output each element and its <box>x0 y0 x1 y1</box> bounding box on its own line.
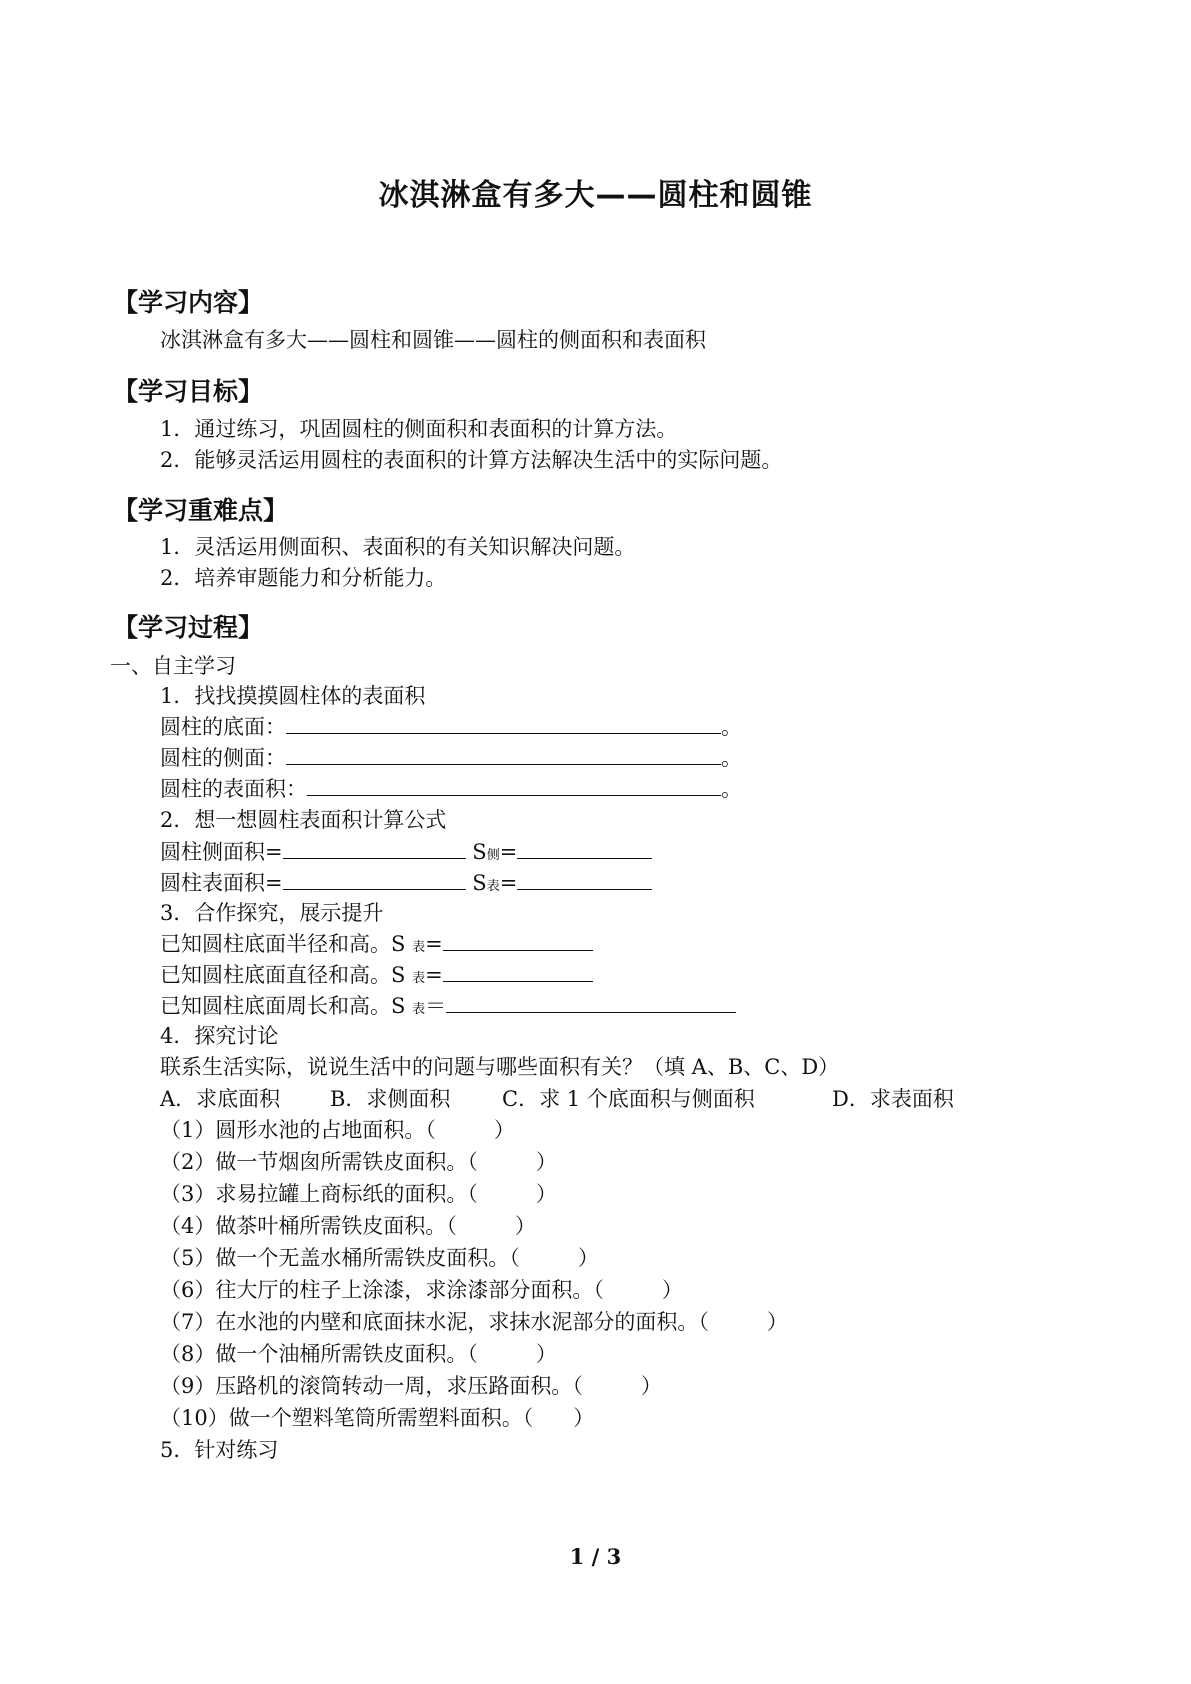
close-paren: ） <box>661 1278 683 1302</box>
difficulty-item-1: 1．灵活运用侧面积、表面积的有关知识解决问题。 <box>160 535 636 559</box>
page-number: 1 / 3 <box>569 1544 622 1569</box>
q1-bottom-label: 圆柱的底面： <box>160 715 286 739</box>
option-d: D．求表面积 <box>832 1087 954 1111</box>
close-paren: ） <box>535 1342 557 1366</box>
close-paren: ） <box>493 1118 515 1142</box>
q3-a-blank[interactable] <box>443 930 593 951</box>
section-heading-difficulty: 【学习重难点】 <box>113 496 289 525</box>
sub-surface: 表 <box>412 971 426 986</box>
q2-s-side-blank[interactable] <box>517 838 652 859</box>
q3-c-label: 已知圆柱底面周长和高。 <box>160 994 391 1018</box>
q1-surface-period: 。 <box>721 777 742 801</box>
goal-item-1: 1．通过练习，巩固圆柱的侧面积和表面积的计算方法。 <box>160 417 678 441</box>
q3-b-blank[interactable] <box>443 961 593 982</box>
q3-title: 3．合作探究，展示提升 <box>160 901 384 925</box>
close-paren: ） <box>640 1374 662 1398</box>
q4-item-2 <box>160 1148 557 1176</box>
content-text: 冰淇淋盒有多大——圆柱和圆锥——圆柱的侧面积和表面积 <box>160 328 706 352</box>
item-text: （2）做一节烟囱所需铁皮面积。（ <box>160 1150 478 1174</box>
sub-surface: 表 <box>412 1002 426 1017</box>
q3-b-label: 已知圆柱底面直径和高。 <box>160 963 391 987</box>
q4-item-10 <box>160 1404 594 1432</box>
item-text: （10）做一个塑料笔筒所需塑料面积。（ <box>160 1406 534 1430</box>
close-paren: ） <box>573 1406 595 1430</box>
q4-item-6 <box>160 1276 683 1304</box>
q4-item-4 <box>160 1212 536 1240</box>
q3-line-c <box>160 992 736 1024</box>
item-text: （6）往大厅的柱子上涂漆，求涂漆部分面积。（ <box>160 1278 604 1302</box>
q2-surface-line <box>160 869 652 901</box>
item-text: （1）圆形水池的占地面积。（ <box>160 1118 436 1142</box>
q3-line-b <box>160 961 593 993</box>
item-text: （5）做一个无盖水桶所需铁皮面积。（ <box>160 1246 520 1270</box>
item-text: （4）做茶叶桶所需铁皮面积。（ <box>160 1214 457 1238</box>
q1-side-line <box>160 744 742 772</box>
item-text: （9）压路机的滚筒转动一周，求压路面积。（ <box>160 1374 583 1398</box>
sub-surface: 表 <box>412 940 426 955</box>
s-letter: S <box>391 963 406 987</box>
s-letter: S <box>472 840 487 864</box>
q2-surface-label: 圆柱表面积= <box>160 871 283 895</box>
close-paren: ） <box>535 1150 557 1174</box>
s-letter: S <box>391 932 406 956</box>
q1-bottom-blank[interactable] <box>286 713 721 734</box>
q1-side-blank[interactable] <box>286 744 721 765</box>
q4-item-9 <box>160 1372 662 1400</box>
eq-sign: = <box>425 932 443 956</box>
sub-side: 侧 <box>486 848 500 863</box>
q4-item-5 <box>160 1244 599 1272</box>
q4-prompt: 联系生活实际，说说生活中的问题与哪些面积有关？（填 A、B、C、D） <box>160 1055 840 1079</box>
q1-side-period: 。 <box>721 746 742 770</box>
s-letter: S <box>472 871 487 895</box>
item-text: （7）在水池的内壁和底面抹水泥，求抹水泥部分的面积。（ <box>160 1310 709 1334</box>
close-paren: ） <box>514 1214 536 1238</box>
difficulty-item-2: 2．培养审题能力和分析能力。 <box>160 566 447 590</box>
q4-item-7 <box>160 1308 788 1336</box>
q1-surface-line <box>160 775 742 803</box>
q2-side-blank[interactable] <box>283 838 466 859</box>
q1-surface-label: 圆柱的表面积： <box>160 777 307 801</box>
q5-title: 5．针对练习 <box>160 1438 279 1462</box>
goal-item-2: 2．能够灵活运用圆柱的表面积的计算方法解决生活中的实际问题。 <box>160 448 783 472</box>
close-paren: ） <box>535 1182 557 1206</box>
option-a: A．求底面积 <box>160 1087 281 1111</box>
q4-item-1 <box>160 1116 515 1144</box>
document-title: 冰淇淋盒有多大——圆柱和圆锥 <box>378 178 813 213</box>
q1-side-label: 圆柱的侧面： <box>160 746 286 770</box>
q4-title: 4．探究讨论 <box>160 1024 279 1048</box>
q2-surface-blank[interactable] <box>283 869 466 890</box>
item-text: （8）做一个油桶所需铁皮面积。（ <box>160 1342 478 1366</box>
s-letter: S <box>391 994 406 1018</box>
part1-heading: 一、自主学习 <box>110 654 236 678</box>
section-heading-goal: 【学习目标】 <box>113 377 264 406</box>
close-paren: ） <box>577 1246 599 1270</box>
q4-options <box>160 1085 954 1113</box>
q1-bottom-period: 。 <box>721 715 742 739</box>
section-heading-process: 【学习过程】 <box>113 613 264 642</box>
q4-item-3 <box>160 1180 557 1208</box>
q1-bottom-line <box>160 713 742 741</box>
option-b: B．求侧面积 <box>330 1087 451 1111</box>
eq-sign: = <box>499 840 518 864</box>
q2-title: 2．想一想圆柱表面积计算公式 <box>160 808 447 832</box>
q2-s-surface-blank[interactable] <box>517 869 652 890</box>
eq-sign: = <box>499 871 518 895</box>
q2-side-label: 圆柱侧面积= <box>160 840 283 864</box>
item-text: （3）求易拉罐上商标纸的面积。（ <box>160 1182 478 1206</box>
q1-surface-blank[interactable] <box>307 775 721 796</box>
q2-side-line <box>160 838 652 870</box>
section-heading-content: 【学习内容】 <box>113 288 264 317</box>
q3-c-blank[interactable] <box>446 992 736 1013</box>
option-c: C．求 1 个底面积与侧面积 <box>502 1087 755 1111</box>
q4-item-8 <box>160 1340 557 1368</box>
eq-full-sign: ＝ <box>425 994 447 1018</box>
q1-title: 1．找找摸摸圆柱体的表面积 <box>160 684 426 708</box>
q3-line-a <box>160 930 593 962</box>
close-paren: ） <box>766 1310 788 1334</box>
eq-sign: = <box>425 963 443 987</box>
sub-surface: 表 <box>486 879 500 894</box>
q3-a-label: 已知圆柱底面半径和高。 <box>160 932 391 956</box>
